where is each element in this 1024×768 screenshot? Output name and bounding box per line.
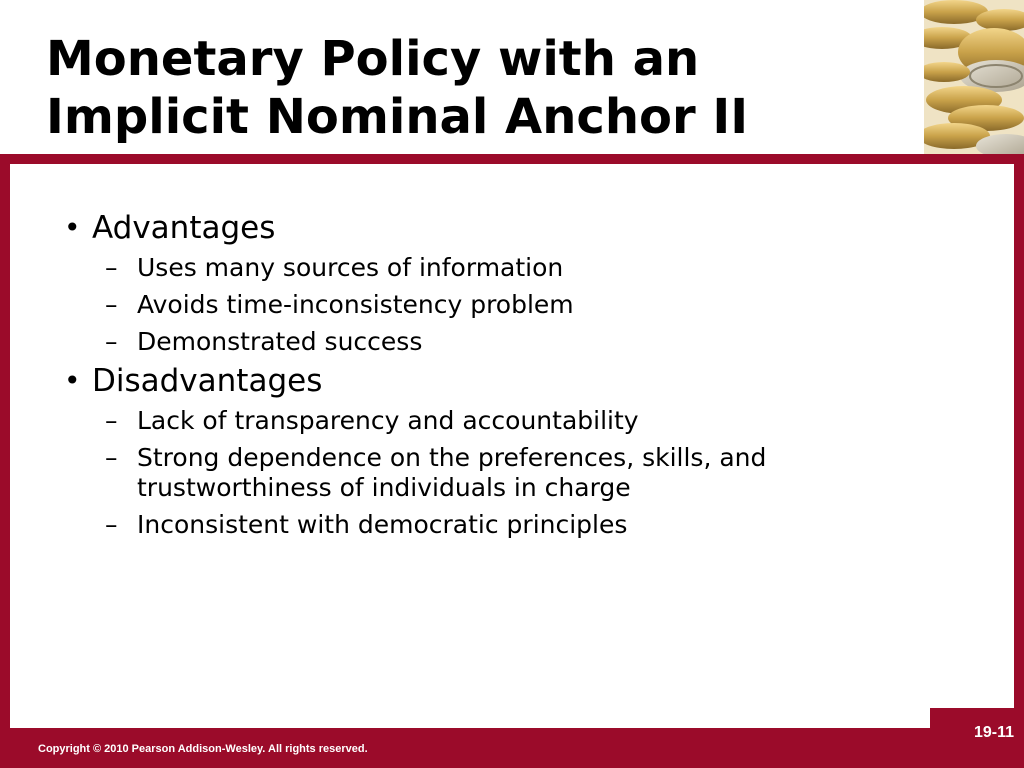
sub-item: – Inconsistent with democratic principles bbox=[92, 510, 918, 540]
bullet-disadvantages bbox=[58, 363, 918, 540]
bullet-label: • Advantages bbox=[92, 210, 276, 246]
bullet-list bbox=[58, 204, 918, 540]
sub-item: – Uses many sources of information bbox=[92, 253, 918, 283]
sub-list-advantages bbox=[92, 253, 918, 357]
sub-item: – Demonstrated success bbox=[92, 327, 918, 357]
sub-item: – Avoids time-inconsistency problem bbox=[92, 290, 918, 320]
coin-stack-image bbox=[924, 0, 1024, 156]
content-frame bbox=[0, 154, 1024, 738]
copyright-text: Copyright © 2010 Pearson Addison-Wesley. All rights reserved. bbox=[38, 743, 368, 755]
bullet-advantages bbox=[58, 210, 918, 357]
page-number: 19-11 bbox=[973, 724, 1014, 741]
content-area bbox=[10, 164, 1014, 728]
bullet-label: • Disadvantages bbox=[92, 363, 323, 399]
sub-item: – Lack of transparency and accountability bbox=[92, 406, 918, 436]
sub-list-disadvantages bbox=[92, 406, 918, 540]
sub-item: – Strong dependence on the preferences, skills, and trustworthiness of individuals in charge bbox=[92, 443, 918, 503]
slide-title: Monetary Policy with an Implicit Nominal Anchor II bbox=[46, 31, 749, 145]
